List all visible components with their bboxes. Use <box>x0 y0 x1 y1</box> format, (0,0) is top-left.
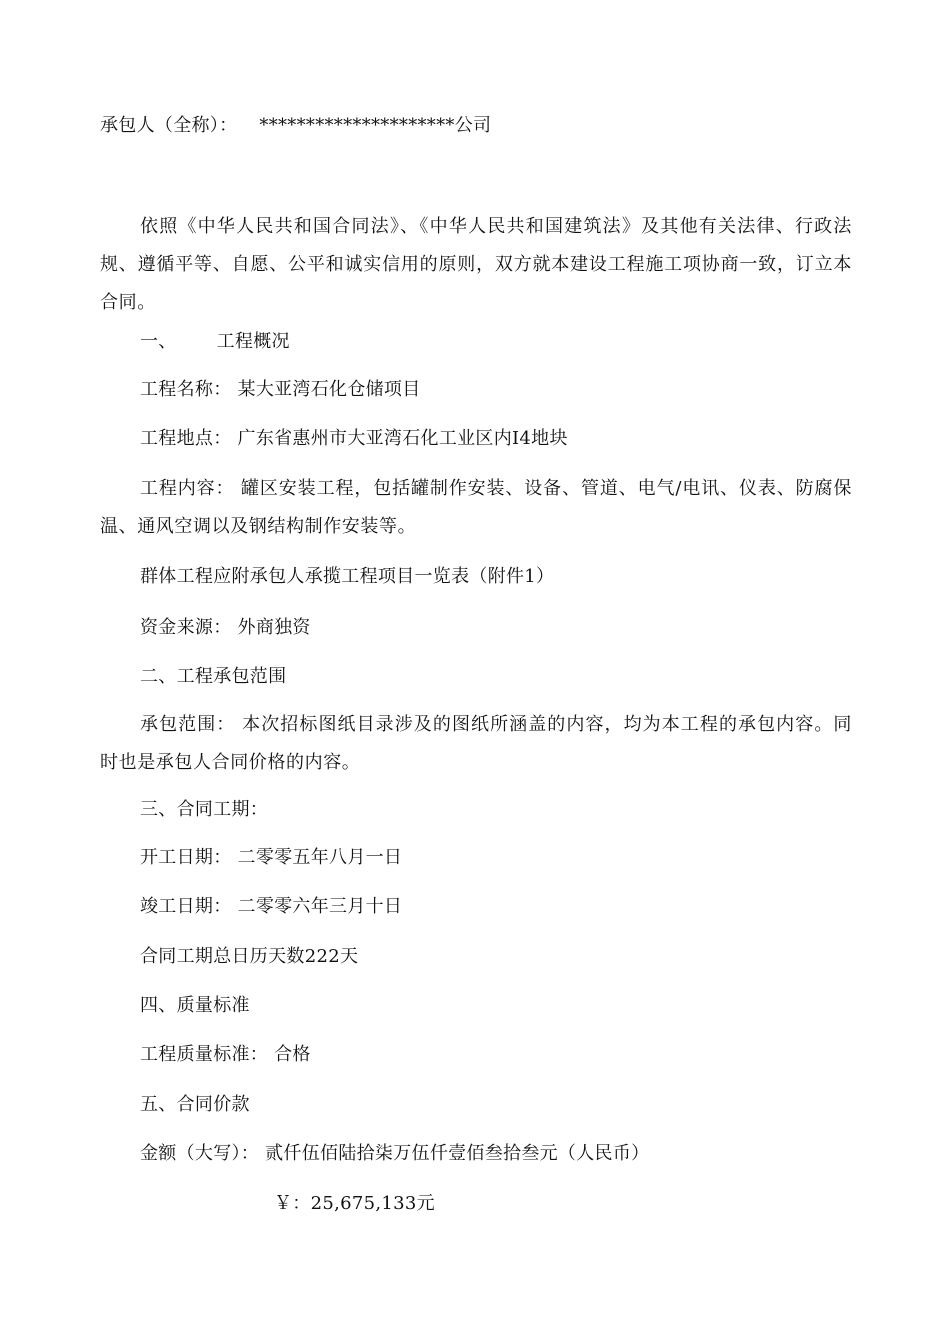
section1-heading <box>140 330 290 354</box>
contractor-label: 承包人（全称）： <box>100 115 238 136</box>
project-name: 工程名称： 某大亚湾石化仓储项目 <box>140 379 421 400</box>
contractor-line <box>100 114 491 138</box>
project-content: 工程内容： 罐区安装工程，包括罐制作安装、设备、管道、电气/电讯、仪表、防腐保温、通风空调以及钢结构制作安装等。 <box>100 478 852 537</box>
amount-in-words: 金额（大写）： 贰仟伍佰陆拾柒万伍仟壹佰叁拾叁元（人民币） <box>140 1143 650 1164</box>
contractor-value: *********************公司 <box>259 115 492 136</box>
quality-standard: 工程质量标准： 合格 <box>140 1044 311 1065</box>
section5-heading: 五、合同价款 <box>140 1094 250 1115</box>
appendix-note: 群体工程应附承包人承揽工程项目一览表（附件1） <box>140 566 555 587</box>
section1-title: 工程概况 <box>216 331 290 352</box>
total-days: 合同工期总日历天数222天 <box>140 946 359 967</box>
end-date: 竣工日期： 二零零六年三月十日 <box>140 896 403 917</box>
funding-source: 资金来源： 外商独资 <box>140 617 311 638</box>
section3-heading: 三、合同工期： <box>140 799 269 820</box>
section4-heading: 四、质量标准 <box>140 995 250 1016</box>
amount-in-figures: ￥：25,675,133元 <box>274 1193 435 1214</box>
project-location: 工程地点： 广东省惠州市大亚湾石化工业区内I4地块 <box>140 428 568 449</box>
start-date: 开工日期： 二零零五年八月一日 <box>140 847 403 868</box>
section1-number: 一、 <box>140 331 177 352</box>
intro-paragraph: 依照《中华人民共和国合同法》、《中华人民共和国建筑法》及其他有关法律、行政法规、遵循平等、自愿、公平和诚实信用的原则，双方就本建设工程施工项协商一致，订立本合同。 <box>100 216 852 313</box>
scope-paragraph: 承包范围： 本次招标图纸目录涉及的图纸所涵盖的内容，均为本工程的承包内容。同时也是承包人合同价格的内容。 <box>100 714 852 773</box>
section2-heading: 二、工程承包范围 <box>140 666 287 687</box>
